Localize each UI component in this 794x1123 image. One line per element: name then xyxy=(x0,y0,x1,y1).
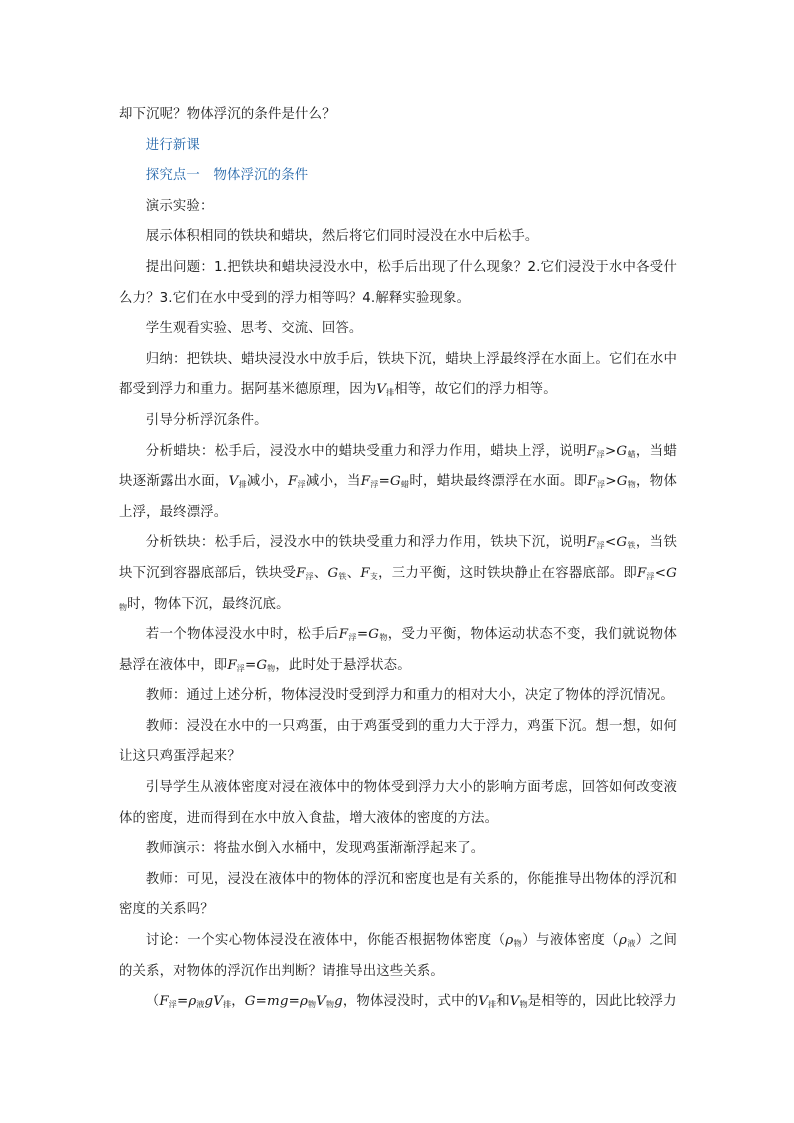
formula-op: = xyxy=(244,657,257,673)
paragraph xyxy=(119,345,677,406)
formula-var: G xyxy=(390,474,401,490)
formula-sub: 物 xyxy=(119,602,128,612)
formula-sub: 物 xyxy=(519,1000,528,1010)
text: ，三力平衡，这时铁块静止在容器底部。即 xyxy=(378,565,637,581)
formula-var: gV xyxy=(204,994,224,1010)
text: 相等，故它们的浮力相等。 xyxy=(394,382,557,398)
formula-sub: 物 xyxy=(627,480,637,490)
text: ）之间的关系，对物体的浮沉作出判断？请推导出这些关系。 xyxy=(119,933,677,979)
formula-op: = xyxy=(356,627,369,643)
text: 时，蜡块最终漂浮在水面。即 xyxy=(409,474,588,490)
text: （ xyxy=(145,994,160,1010)
formula-var: V xyxy=(316,994,326,1010)
formula-sub: 蜡 xyxy=(400,480,410,490)
formula-var: G xyxy=(368,627,380,643)
text: 归纳：把铁块、蜡块浸没水中放手后，铁块下沉，蜡块上浮最终浮在水面上。它们在水中都受到浮力和重力。据阿基米德原理，因为 xyxy=(119,351,677,398)
paragraph xyxy=(119,314,677,345)
paragraph xyxy=(119,681,677,712)
document-page xyxy=(119,100,677,1018)
paragraph xyxy=(119,834,677,865)
text: 却下沉呢？物体浮沉的条件是什么？ xyxy=(119,107,336,122)
text: 学生观看实验、思考、交流、回答。 xyxy=(145,321,363,337)
text: ，当铁块下沉到容器底部后，铁块受 xyxy=(119,535,677,581)
text: 教师：浸没在水中的一只鸡蛋，由于鸡蛋受到的重力大于浮力，鸡蛋下沉。想一想，如何让这只鸡蛋浮起来？ xyxy=(119,718,677,765)
formula-sub: 浮 xyxy=(646,571,655,581)
formula-sub: 排 xyxy=(223,1000,232,1010)
formula-var: V xyxy=(228,474,239,490)
formula-var: F xyxy=(288,474,298,490)
paragraph xyxy=(119,926,677,987)
formula-var: G xyxy=(666,565,678,581)
paragraph xyxy=(119,773,677,834)
text: 若一个物体浸没水中时，松手后 xyxy=(145,627,339,643)
text: ，此时处于悬浮状态。 xyxy=(275,657,411,673)
formula-sub: 铁 xyxy=(627,541,636,551)
formula-sub: 排 xyxy=(386,388,395,398)
formula-var: F xyxy=(296,565,306,581)
formula-op: > xyxy=(605,443,617,459)
text: 引导学生从液体密度对浸在液体中的物体受到浮力大小的影响方面考虑，回答如何改变液体的密度，进而得到在水中放入食盐，增大液体的密度的方法。 xyxy=(119,780,677,826)
formula-sub: 物 xyxy=(307,1000,317,1010)
text: 教师：可见，浸没在液体中的物体的浮沉和密度也是有关系的，你能推导出物体的浮沉和密度的关系吗？ xyxy=(119,871,677,918)
formula-var: mg xyxy=(267,994,289,1010)
text: 和 xyxy=(496,994,510,1010)
formula-sub: 排 xyxy=(488,1000,497,1010)
text: ，受力平衡，物体运动状态不变，我们就说物体悬浮在液体中，即 xyxy=(119,627,677,673)
formula-var: F xyxy=(586,443,597,459)
formula-op: < xyxy=(605,535,617,551)
formula-sub: 支 xyxy=(369,571,379,581)
formula-var: G xyxy=(244,994,256,1010)
text: 演示实验： xyxy=(145,198,214,214)
paragraph xyxy=(119,865,677,926)
formula-var: V xyxy=(509,994,520,1010)
text: 、 xyxy=(313,565,328,581)
paragraph xyxy=(119,253,677,314)
text: 、 xyxy=(346,565,361,581)
text: 减小，当 xyxy=(305,474,361,490)
formula-sub: 浮 xyxy=(236,663,245,673)
formula-op: = xyxy=(176,994,189,1010)
formula-sub: 浮 xyxy=(596,541,605,551)
formula-sub: 物 xyxy=(325,1000,335,1010)
formula-sub: 浮 xyxy=(348,633,357,643)
text: ， xyxy=(231,994,245,1010)
text: ）与液体密度（ xyxy=(522,933,620,949)
paragraph xyxy=(119,620,677,681)
formula-var: ρ xyxy=(619,933,628,949)
paragraph xyxy=(119,222,677,253)
heading-text: 进行新课 xyxy=(145,137,200,153)
formula-var: F xyxy=(586,535,597,551)
text: 是相等的，因此比较浮力 xyxy=(527,994,677,1010)
formula-sub: 浮 xyxy=(305,571,314,581)
formula-sub: 物 xyxy=(267,663,276,673)
formula-var: F xyxy=(159,994,169,1010)
formula-var: ρ xyxy=(505,933,514,949)
formula-sub: 物 xyxy=(379,633,388,643)
formula-var: G xyxy=(616,535,628,551)
formula-op: = xyxy=(378,474,391,490)
paragraph xyxy=(119,100,677,131)
formula-var: ρ xyxy=(299,994,308,1010)
formula-var: F xyxy=(360,474,371,490)
formula-op: = xyxy=(288,994,300,1010)
formula-var: V xyxy=(376,382,387,398)
formula-var: G xyxy=(256,657,268,673)
formula-sub: 铁 xyxy=(338,571,347,581)
formula-var: F xyxy=(637,565,647,581)
formula-sub: 液 xyxy=(196,1000,205,1010)
paragraph xyxy=(119,406,677,437)
formula-op: < xyxy=(654,565,667,581)
formula-var: F xyxy=(227,657,237,673)
text: 教师：通过上述分析，物体浸没时受到浮力和重力的相对大小，决定了物体的浮沉情况。 xyxy=(145,688,674,704)
paragraph xyxy=(119,528,677,620)
formula-op: > xyxy=(605,474,617,490)
subsection-heading xyxy=(119,161,677,192)
formula-sub: 排 xyxy=(238,480,247,490)
text: ，物体浸没时，式中的 xyxy=(342,994,479,1010)
formula-sub: 浮 xyxy=(596,449,605,459)
formula-sub: 浮 xyxy=(297,480,306,490)
text: 引导分析浮沉条件。 xyxy=(145,412,268,428)
heading-text: 探究点一 物体浮沉的条件 xyxy=(145,168,309,184)
formula-sub: 物 xyxy=(513,939,523,949)
formula-var: ρ xyxy=(188,994,197,1010)
formula-sub: 浮 xyxy=(168,1000,177,1010)
text: 时，物体下沉，最终沉底。 xyxy=(127,596,290,612)
formula-sub: 浮 xyxy=(370,480,379,490)
text: 减小， xyxy=(246,474,288,490)
text: ，物体上浮，最终漂浮。 xyxy=(119,474,677,520)
text: 展示体积相同的铁块和蜡块，然后将它们同时浸没在水中后松手。 xyxy=(145,229,539,245)
text: 分析蜡块：松手后，浸没水中的蜡块受重力和浮力作用，蜡块上浮，说明 xyxy=(145,443,587,459)
formula-var: g xyxy=(334,994,343,1010)
formula-op: = xyxy=(255,994,267,1010)
formula-var: F xyxy=(360,565,370,581)
formula-sub: 液 xyxy=(627,939,636,949)
paragraph xyxy=(119,987,677,1018)
formula-var: F xyxy=(338,627,349,643)
text: 提出问题：1.把铁块和蜡块浸没水中，松手后出现了什么现象？2.它们浸没于水中各受什么力？3.它们在水中受到的浮力相等吗？4.解释实验现象。 xyxy=(119,259,677,306)
text: 讨论：一个实心物体浸没在液体中，你能否根据物体密度（ xyxy=(145,933,506,949)
formula-var: G xyxy=(616,443,628,459)
formula-var: F xyxy=(587,474,597,490)
paragraph xyxy=(119,192,677,223)
formula-sub: 浮 xyxy=(596,480,606,490)
text: 教师演示：将盐水倒入水桶中，发现鸡蛋渐渐浮起来了。 xyxy=(145,841,485,857)
formula-var: V xyxy=(478,994,489,1010)
text: ，当蜡块逐渐露出水面， xyxy=(119,443,677,490)
formula-var: G xyxy=(616,474,628,490)
paragraph xyxy=(119,437,677,529)
paragraph xyxy=(119,712,677,773)
section-heading xyxy=(119,131,677,162)
formula-sub: 蜡 xyxy=(627,449,636,459)
formula-var: G xyxy=(327,565,339,581)
text: 分析铁块：松手后，浸没水中的铁块受重力和浮力作用，铁块下沉，说明 xyxy=(145,535,587,551)
